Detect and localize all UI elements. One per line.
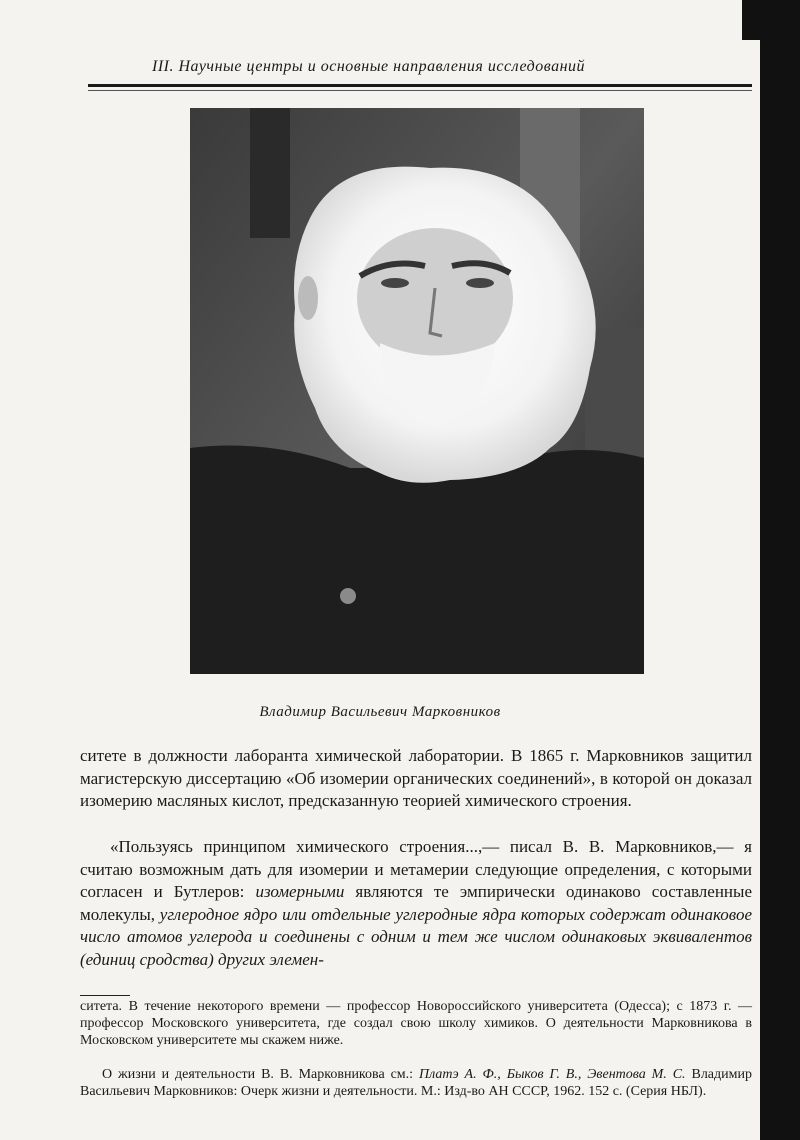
quote-text: «Пользуясь принципом химического строения...,— писал В. В. Марковников,— я считаю возможным дать для изомерии и метамерии следующие определения, с которыми согласен и Бутлеров: (80, 837, 752, 901)
portrait-image (190, 108, 644, 674)
footnote-reference: Владимир Васильевич Марковников: Очерк жизни и деятельности. М.: Изд-во АН СССР, 1962. 152 с. (Серия НБЛ). (80, 1067, 752, 1099)
scan-edge-shadow-top (742, 0, 760, 40)
footnote-2 (80, 1066, 752, 1100)
scan-edge-shadow (760, 0, 800, 1140)
paragraph-text: ситете в должности лаборанта химической лаборатории. В 1865 г. Марковников защитил магистерскую диссертацию «Об изомерии органических соединений», в которой он доказал изомерию масляных кислот, предсказанную теорией химического строения. (80, 746, 752, 810)
quote-text-cont: являются те эмпирически одинаково составленные молекулы, (80, 882, 752, 924)
portrait-photo (190, 108, 644, 674)
body-paragraph-1 (80, 745, 752, 813)
header-rule (88, 84, 752, 87)
italic-term: изомерными (255, 882, 345, 901)
figure-caption: Владимир Васильевич Марковников (259, 704, 501, 720)
paragraph-text (80, 836, 752, 971)
footnote-rule (80, 995, 130, 996)
body-paragraph-2 (80, 836, 752, 971)
footnote-lead: О жизни и деятельности В. В. Марковникова см.: (102, 1067, 419, 1082)
running-header: III. Научные центры и основные направления исследований (152, 58, 586, 75)
header-rule-thin (88, 90, 752, 91)
footnote-1: ситета. В течение некоторого времени — профессор Новороссийского университета (Одесса); с 1873 г. — профессор Московского университета, где создал свою школу химиков. О деятельности Марковникова в Московском университете мы скажем ниже. (80, 999, 752, 1048)
italic-definition: углеродное ядро или отдельные углеродные ядра которых содержат одинаковое число атомов углерода и соединены с одним и тем же числом одинаковых эквивалентов (единиц сродства) других элемен- (80, 904, 752, 969)
footnote-authors: Платэ А. Ф., Быков Г. В., Эвентова М. С. (418, 1067, 686, 1082)
